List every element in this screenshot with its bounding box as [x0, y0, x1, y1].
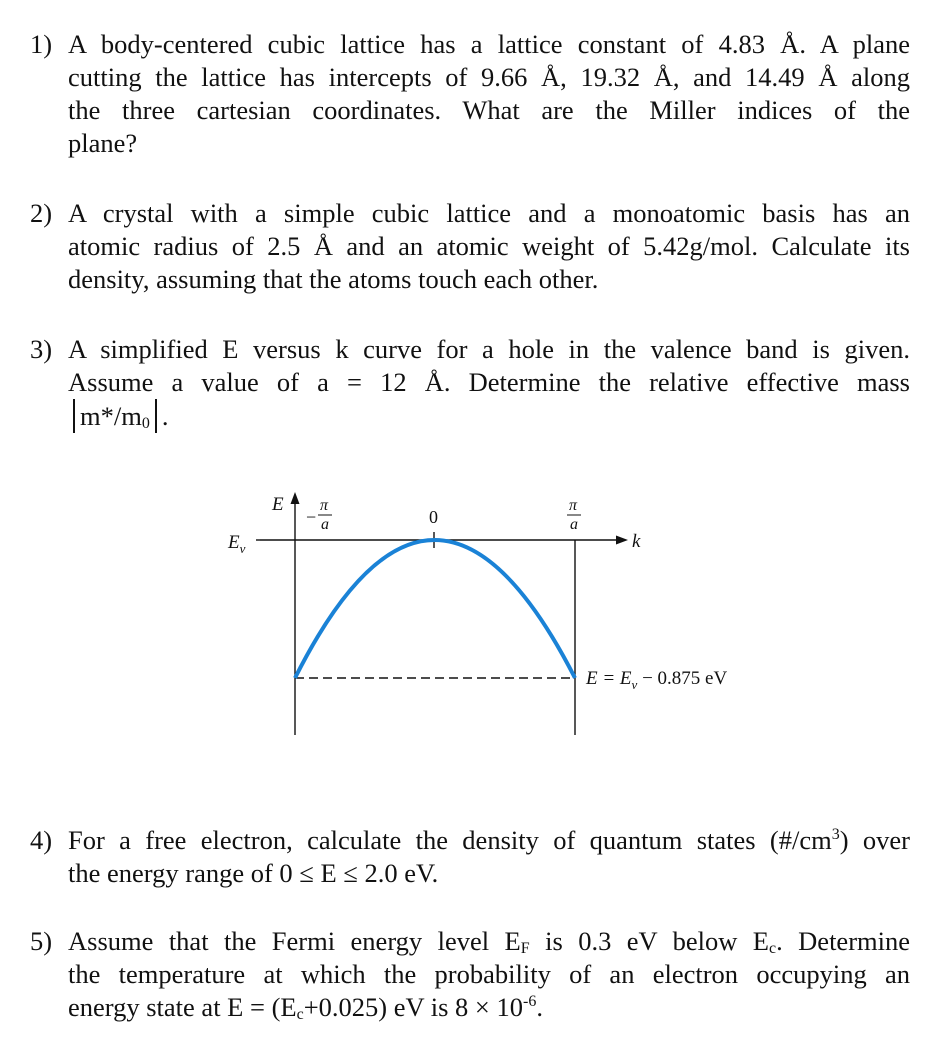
abs-bar-right — [155, 399, 157, 433]
question-text-line: Assume a value of a = 12 Å. Determine the relative effective mass — [68, 367, 910, 397]
mass-subscript: 0 — [141, 415, 150, 432]
question-number: 2) — [30, 198, 53, 228]
question-number: 5) — [30, 926, 53, 956]
mass-ratio: m*/m — [80, 401, 142, 431]
question-4 — [30, 824, 910, 890]
question-2 — [30, 197, 910, 296]
question-text-line: density, assuming that the atoms touch each other. — [68, 264, 599, 294]
question-text-line: the three cartesian coordinates. What are the Miller indices of the — [68, 95, 910, 125]
question-3 — [30, 333, 910, 433]
question-text-line: energy state at $E = (E_c+0.025)$ eV is $8 \times 10^{-6}$. — [68, 992, 543, 1023]
question-text-line: A body-centered cubic lattice has a lattice constant of 4.83 Å. A plane — [68, 29, 910, 59]
energy-level-label: $E = E_v - 0.875$ eV — [586, 668, 728, 692]
question-text-line: A crystal with a simple cubic lattice and a monoatomic basis has an — [68, 198, 910, 228]
e-vs-k-diagram — [200, 480, 760, 750]
tick-left-a: a — [321, 516, 329, 533]
tick-minus: − — [306, 507, 317, 527]
tick-zero: 0 — [429, 507, 438, 527]
question-number: 3) — [30, 334, 53, 364]
question-1 — [30, 28, 910, 160]
effective-mass-expression — [68, 399, 910, 433]
question-number: 4) — [30, 825, 53, 855]
question-text-line: For a free electron, calculate the density of quantum states $(\#/cm^3)$ over — [68, 825, 910, 855]
e-axis-arrow — [291, 492, 300, 504]
x-axis-label: k — [632, 531, 641, 552]
abs-bar-left — [73, 399, 75, 433]
question-text-line: atomic radius of 2.5 Å and an atomic weight of 5.42g/mol. Calculate its — [68, 231, 910, 261]
question-text-line: the temperature at which the probability of an electron occupying an — [68, 959, 910, 989]
k-axis-arrow — [616, 536, 628, 545]
question-text-line: cutting the lattice has intercepts of 9.66 Å, 19.32 Å, and 14.49 Å along — [68, 62, 910, 92]
band-curve — [295, 540, 575, 678]
y-axis-label: E — [272, 494, 284, 515]
mass-end: . — [161, 401, 169, 431]
question-5 — [30, 925, 910, 1024]
tick-left-pi: π — [320, 497, 329, 514]
question-text-line: plane? — [68, 128, 138, 158]
tick-right-a: a — [570, 516, 578, 533]
question-text-line: the energy range of 0 ≤ E ≤ 2.0 eV. — [68, 858, 439, 888]
tick-right-pi: π — [569, 497, 578, 514]
question-text-line: A simplified E versus k curve for a hole in the valence band is given. — [68, 334, 910, 364]
ev-label: $E_v$ — [228, 532, 246, 556]
question-text-line: Assume that the Fermi energy level $E_F$ is 0.3 eV below $E_c$. Determine — [68, 926, 911, 957]
question-number: 1) — [30, 29, 53, 59]
